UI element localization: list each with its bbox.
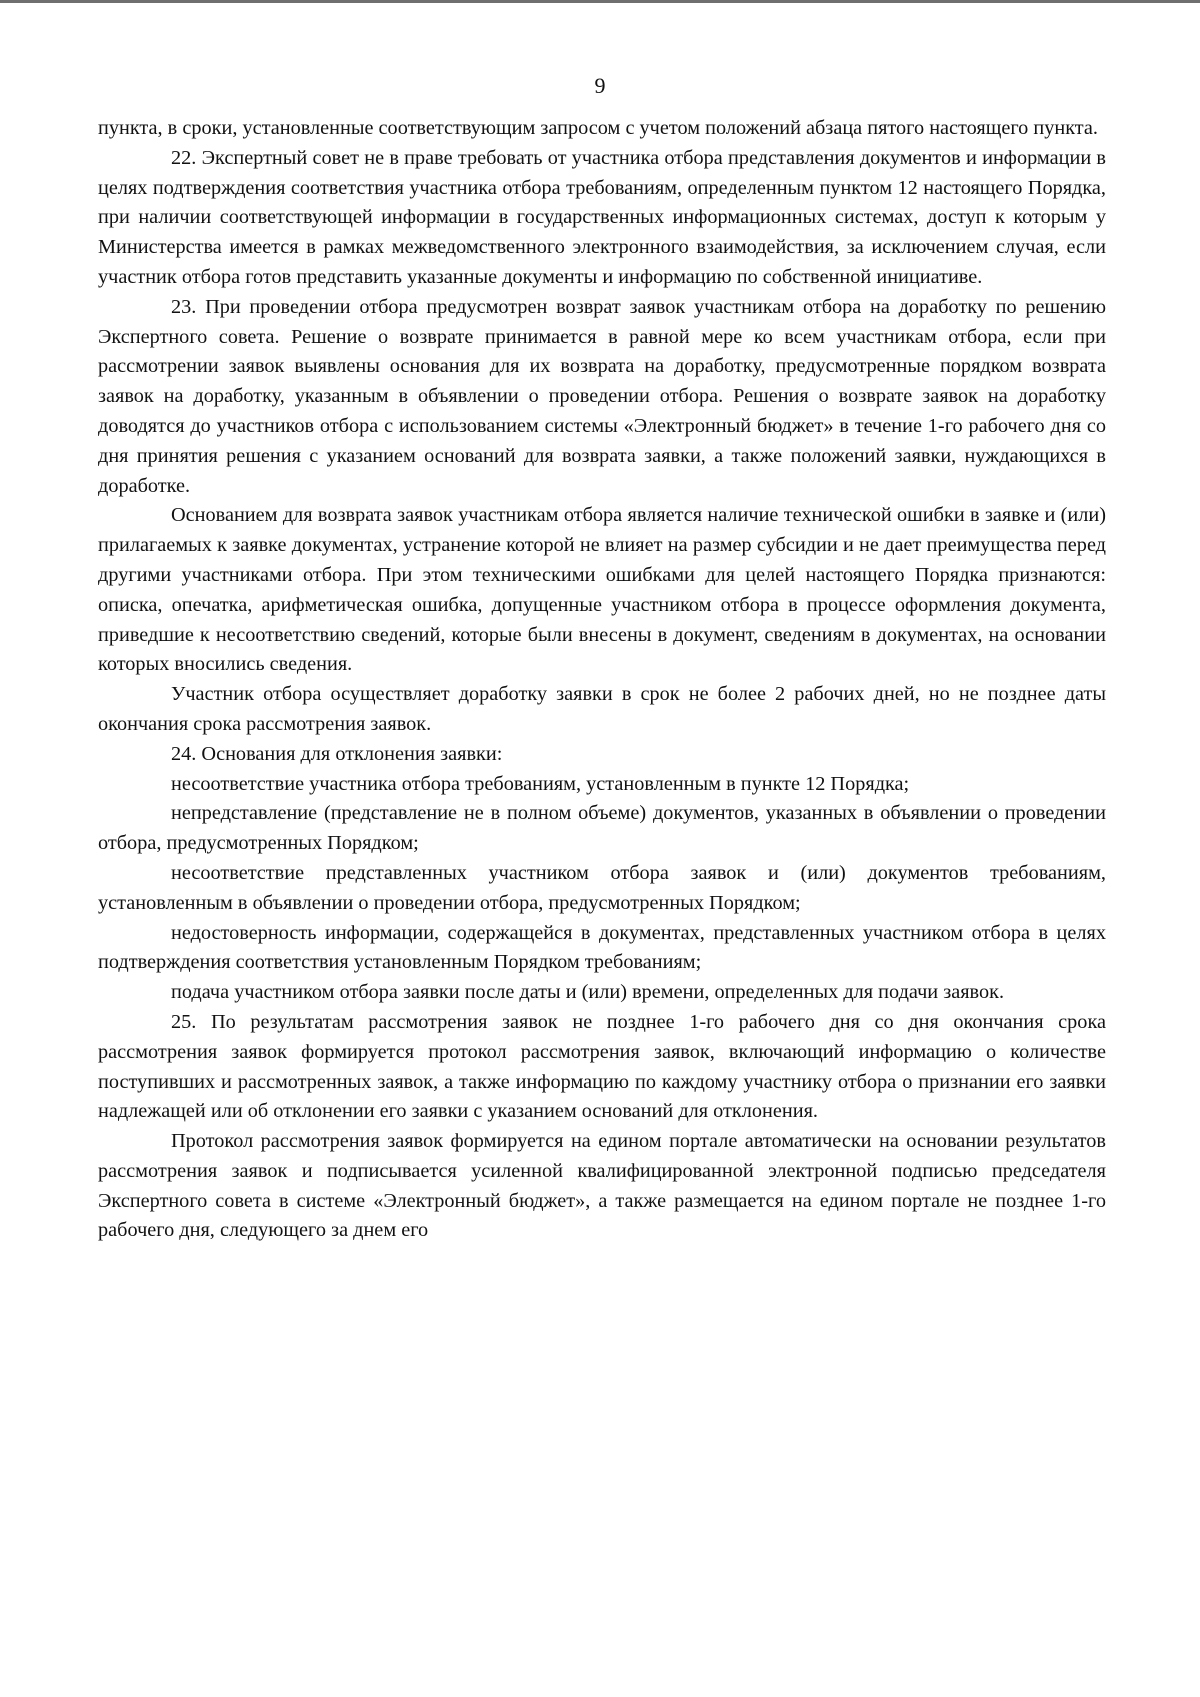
paragraph: Участник отбора осуществляет доработку заявки в срок не более 2 рабочих дней, но не позднее даты окончания срока рассмотрения заявок. <box>98 683 1106 735</box>
paragraph: Протокол рассмотрения заявок формируется на едином портале автоматически на основании результатов рассмотрения заявок и подписывается усиленной квалифицированной электронной подписью председателя Экспертного совета в системе «Электронный бюджет», а также размещается на едином портале не позднее 1-го рабочего дня, следующего за днем его <box>98 1130 1106 1242</box>
paragraph-22: 22. Экспертный совет не в праве требовать от участника отбора представления документов и информации в целях подтверждения соответствия участника отбора требованиям, определенным пунктом 12 настоящего Порядка, при наличии соответствующей информации в государственных информационных системах, доступ к которым у Министерства имеется в рамках межведомственного электронного взаимодействия, за исключением случая, если участник отбора готов представить указанные документы и информацию по собственной инициативе. <box>98 146 1106 288</box>
list-item: несоответствие участника отбора требованиям, установленным в пункте 12 Порядка; <box>171 772 910 795</box>
list-item: подача участником отбора заявки после даты и (или) времени, определенных для подачи заявок. <box>171 981 1005 1004</box>
paragraph: пункта, в сроки, установленные соответствующим запросом с учетом положений абзаца пятого настоящего пункта. <box>98 117 1098 139</box>
paragraph-24: 24. Основания для отклонения заявки: <box>171 742 503 765</box>
list-item: непредставление (представление не в полном объеме) документов, указанных в объявлении о проведении отбора, предусмотренных Порядком; <box>98 802 1106 855</box>
list-item: несоответствие представленных участником отбора заявок и (или) документов требованиям, установленным в объявлении о проведении отбора, предусмотренных Порядком; <box>98 861 1106 914</box>
paragraph-23: 23. При проведении отбора предусмотрен возврат заявок участникам отбора на доработку по решению Экспертного совета. Решение о возврате принимается в равной мере ко всем участникам отбора, если при рассмотрении заявок выявлены основания для их возврата на доработку, предусмотренные порядком возврата заявок на доработку, указанным в объявлении о проведении отбора. Решения о возврате заявок на доработку доводятся до участников отбора с использованием системы «Электронный бюджет» в течение 1-го рабочего дня со дня принятия решения с указанием оснований для возврата заявки, а также положений заявки, нуждающихся в доработке. <box>98 295 1106 497</box>
paragraph-25: 25. По результатам рассмотрения заявок не позднее 1-го рабочего дня со дня окончания срока рассмотрения заявок формируется протокол рассмотрения заявок, включающий информацию о количестве поступивших и рассмотренных заявок, а также информацию по каждому участнику отбора о признании его заявки надлежащей или об отклонении его заявки с указанием оснований для отклонения. <box>98 1010 1106 1123</box>
list-item: недостоверность информации, содержащейся в документах, представленных участником отбора в целях подтверждения соответствия установленным Порядком требованиям; <box>98 921 1106 974</box>
paragraph: Основанием для возврата заявок участникам отбора является наличие технической ошибки в заявке и (или) прилагаемых к заявке документах, устранение которой не влияет на размер субсидии и не дает преимущества перед другими участниками отбора. При этом техническими ошибками для целей настоящего Порядка признаются: описка, опечатка, арифметическая ошибка, допущенные участником отбора в процессе оформления документа, приведшие к несоответствию сведений, которые были внесены в документ, сведениям в документах, на основании которых вносились сведения. <box>98 504 1106 676</box>
scan-edge <box>0 0 1200 3</box>
page-number: 9 <box>594 73 606 98</box>
document-body <box>98 114 1106 1246</box>
